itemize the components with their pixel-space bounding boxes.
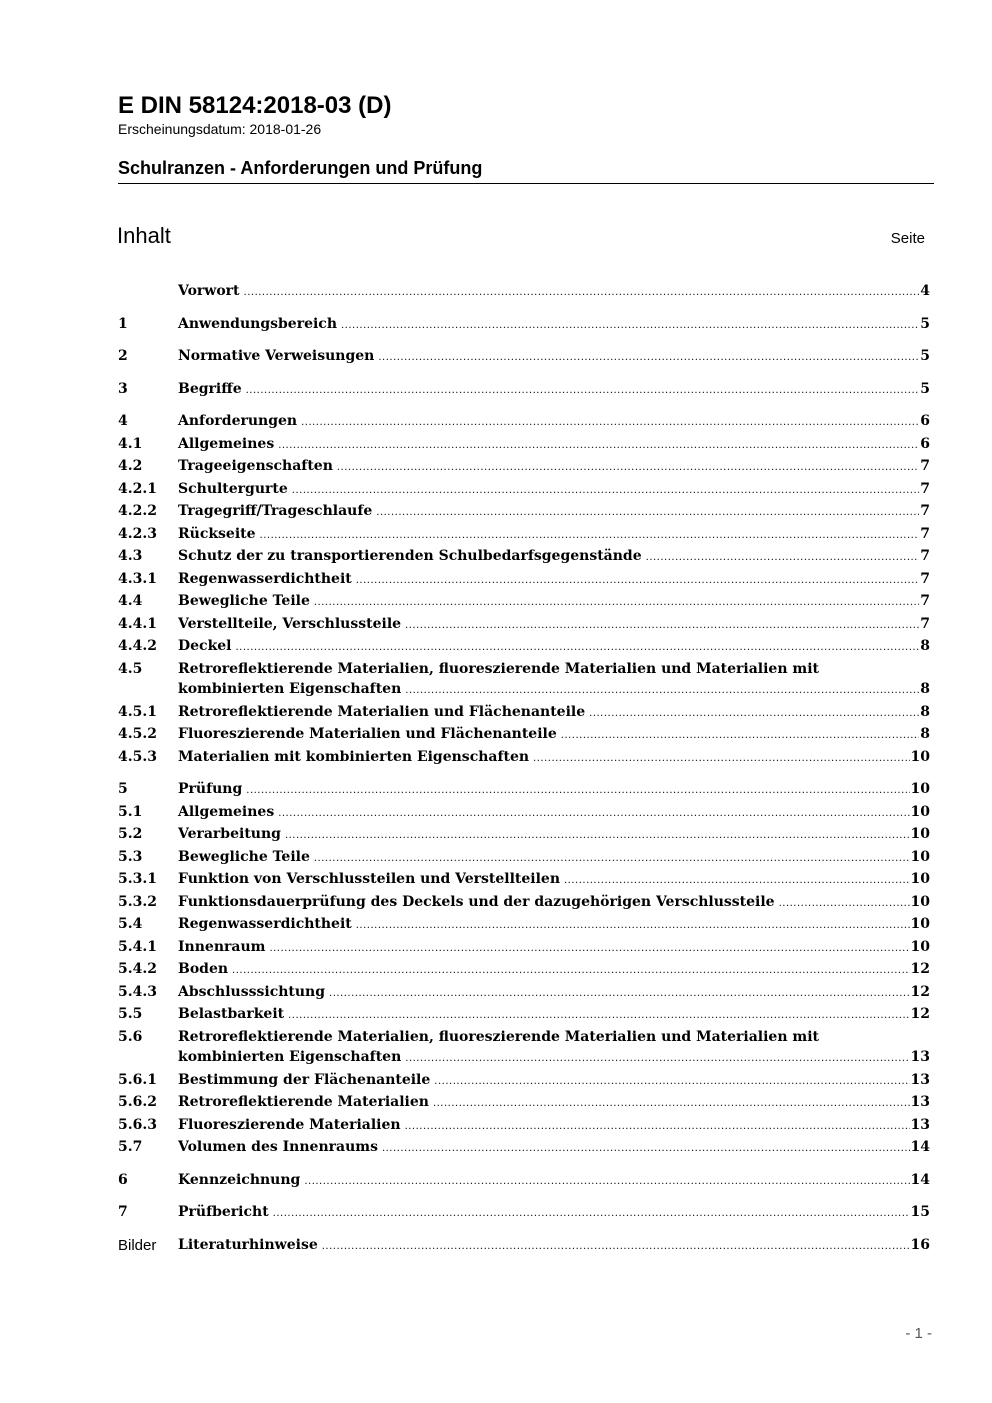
toc-entry-title: Abschlusssichtung [178, 983, 326, 1000]
toc-entry-title: Fluoreszierende Materialien [178, 1116, 401, 1133]
toc-entry-title: Funktion von Verschlussteilen und Verstellteilen [178, 871, 560, 887]
dot-leader [433, 1094, 910, 1115]
toc-entry-page: 12 [910, 983, 930, 1000]
toc-entry-title: Belastbarkeit [178, 1006, 285, 1022]
toc-entry-title: Regenwasserdichtheit [178, 916, 352, 932]
toc-entry-page: 7 [920, 525, 930, 542]
document-code: E DIN 58124:2018-03 (D) [118, 92, 392, 119]
toc-entry-page: 12 [910, 961, 930, 977]
dot-leader [304, 1172, 909, 1193]
toc-entry-page: 10 [910, 803, 930, 820]
toc-entry-title: Materialien mit kombinierten Eigenschaften [178, 748, 530, 765]
dot-leader [236, 638, 920, 659]
toc-entry-page: 10 [910, 748, 930, 765]
dot-leader [589, 704, 919, 725]
toc-entry-title-continued: kombinierten Eigenschaften [178, 1049, 402, 1065]
toc-entry-page: 8 [920, 638, 930, 654]
toc-entry[interactable] [118, 1027, 930, 1070]
dot-leader [288, 1006, 909, 1027]
toc-entry-page: 13 [910, 1116, 930, 1133]
toc-entry[interactable] [118, 1070, 930, 1093]
toc-entry-number: 4.5.3 [118, 748, 157, 765]
dot-leader [356, 571, 920, 592]
toc-entry-title: Retroreflektierende Materialien, fluoreszierende Materialien und Materialien mit [178, 660, 819, 677]
toc-entry-page: 10 [910, 938, 930, 955]
toc-entry[interactable] [118, 614, 930, 637]
toc-entry-number: 2 [118, 348, 128, 364]
toc-entry-title: Bewegliche Teile [178, 848, 310, 865]
toc-entry-title: Anforderungen [178, 413, 298, 429]
dot-leader [341, 316, 919, 337]
dot-leader [314, 593, 919, 614]
toc-entry-number: 5.4.3 [118, 983, 157, 1000]
toc-entry-number: 5.6.3 [118, 1116, 157, 1133]
toc-entry-page: 7 [920, 503, 930, 519]
toc-entry-page: 7 [920, 458, 930, 474]
toc-entry-page: 6 [920, 435, 930, 452]
dot-leader [533, 749, 909, 770]
figures-heading: Bilder [118, 1237, 157, 1254]
toc-entry-number: 4.4.1 [118, 615, 157, 632]
toc-entry-title: Retroreflektierende Materialien, fluoreszierende Materialien und Materialien mit [178, 1028, 819, 1045]
dot-leader [405, 681, 919, 702]
toc-entry-number: 4.1 [118, 435, 143, 452]
toc-entry-number: 5.3.2 [118, 893, 157, 910]
toc-entry-title: Schultergurte [178, 480, 288, 497]
toc-entry-page: 10 [910, 826, 930, 842]
toc-entry-number: 4 [118, 413, 128, 429]
toc-entry-number: 4.4 [118, 593, 143, 609]
toc-entry-page: 5 [920, 380, 930, 397]
toc-heading: Inhalt [117, 223, 171, 248]
toc-entry-number: 5.6.1 [118, 1071, 157, 1088]
toc-entry-page: 7 [920, 480, 930, 497]
toc-entry-page: 5 [920, 348, 930, 364]
toc-entry-number: 1 [118, 315, 128, 332]
dot-leader [246, 381, 920, 402]
toc-entry[interactable] [118, 591, 930, 614]
toc-entry-page: 8 [920, 681, 930, 697]
toc-entry-number: 5.6 [118, 1028, 143, 1045]
toc-entry-number: 5.3 [118, 848, 143, 865]
dot-leader [376, 503, 919, 524]
toc-entry[interactable] [118, 456, 930, 479]
dot-leader [273, 1204, 910, 1225]
toc-entry[interactable] [118, 1137, 930, 1160]
toc-entry-page: 14 [910, 1171, 930, 1188]
toc-entry[interactable] [118, 379, 930, 402]
toc-entry-page: 6 [920, 413, 930, 429]
dot-leader [278, 804, 909, 825]
toc-entry-number: 3 [118, 380, 128, 397]
toc-entry-page: 10 [910, 781, 930, 797]
toc-entry-title: Normative Verweisungen [178, 348, 375, 364]
dot-leader [378, 348, 919, 369]
dot-leader [301, 413, 919, 434]
toc-entry[interactable] [118, 479, 930, 502]
toc-entry-number: 5.5 [118, 1006, 143, 1022]
dot-leader [329, 984, 910, 1005]
publication-date: Erscheinungsdatum: 2018-01-26 [118, 121, 322, 137]
dot-leader [269, 939, 909, 960]
toc-entry-page: 7 [920, 593, 930, 609]
toc-entry-page: 10 [910, 916, 930, 932]
toc-entry[interactable] [118, 569, 930, 592]
page-number: - 1 - [905, 1325, 932, 1342]
toc-entry-page: 13 [910, 1049, 930, 1065]
toc-entry-number: 6 [118, 1171, 128, 1188]
toc-entry-page: 12 [910, 1006, 930, 1022]
toc-entry[interactable] [118, 411, 930, 434]
dot-leader [292, 481, 919, 502]
toc-entry[interactable] [118, 546, 930, 569]
dot-leader [405, 616, 919, 637]
toc-entry[interactable] [118, 982, 930, 1005]
toc-entry-number: 4.3 [118, 548, 143, 564]
dot-leader [434, 1072, 909, 1093]
toc-entry-title: Begriffe [178, 380, 242, 397]
toc-entry[interactable] [118, 524, 930, 547]
toc-entry-number: 5.3.1 [118, 871, 157, 887]
toc-entry[interactable] [118, 747, 930, 770]
toc-entry[interactable] [118, 1115, 930, 1138]
title-rule [118, 183, 934, 184]
toc-entry-title: Literaturhinweise [178, 1236, 318, 1253]
dot-leader [322, 1237, 910, 1258]
toc-entry-number: 5.6.2 [118, 1094, 157, 1110]
toc-entry-number: 4.5.1 [118, 703, 157, 720]
toc-entry-title: Deckel [178, 638, 232, 654]
toc-entry-page: 8 [920, 703, 930, 720]
toc-entry-number: 4.5 [118, 660, 143, 677]
toc-entry-page: 8 [920, 726, 930, 742]
toc-entry-title: Schutz der zu transportierenden Schulbedarfsgegenstände [178, 548, 642, 564]
toc-entry[interactable] [118, 1170, 930, 1193]
dot-leader [246, 781, 909, 802]
toc-entry-number: 4.2.1 [118, 480, 157, 497]
toc-entry-number: 5.4.2 [118, 961, 157, 977]
toc-entry-title: Rückseite [178, 525, 256, 542]
toc-entry-number: 5 [118, 781, 128, 797]
toc-entry-page: 10 [910, 871, 930, 887]
dot-leader [564, 871, 910, 892]
toc-entry[interactable] [118, 434, 930, 457]
toc-entry[interactable] [118, 892, 930, 915]
toc-entry-number: 4.2.3 [118, 525, 157, 542]
toc-entry-title: Prüfung [178, 781, 243, 797]
toc-entry[interactable] [118, 1004, 930, 1027]
dot-leader [646, 548, 920, 569]
toc-entry-page: 5 [920, 315, 930, 332]
dot-leader [314, 849, 910, 870]
toc-entry-title: Regenwasserdichtheit [178, 570, 352, 587]
toc-entry[interactable] [118, 802, 930, 825]
toc-entry-number: 5.4 [118, 916, 143, 932]
toc-entry[interactable] [118, 346, 930, 369]
toc-entry[interactable] [118, 914, 930, 937]
dot-leader [260, 526, 920, 547]
toc-entry-title: Prüfbericht [178, 1204, 269, 1220]
toc-entry-number: 5.7 [118, 1139, 143, 1155]
toc-entry-page: 7 [920, 548, 930, 564]
dot-leader [244, 283, 920, 304]
dot-leader [405, 1049, 909, 1070]
toc-entry[interactable] [118, 1235, 930, 1258]
dot-leader [382, 1139, 910, 1160]
toc-entry-title: Allgemeines [178, 803, 275, 820]
toc-entry-number: 5.2 [118, 826, 143, 842]
toc-entry-number: 4.2 [118, 458, 143, 474]
toc-entry-title: Tragegriff/Trageschlaufe [178, 503, 373, 519]
toc-entry-title: Volumen des Innenraums [178, 1139, 378, 1155]
dot-leader [278, 436, 919, 457]
dot-leader [232, 961, 909, 982]
toc-entry-page: 16 [910, 1236, 930, 1253]
toc-entry-title: Innenraum [178, 938, 266, 955]
toc-entry[interactable] [118, 959, 930, 982]
toc-entry[interactable] [118, 724, 930, 747]
toc-entry[interactable] [118, 281, 930, 304]
toc-entry-title: Bestimmung der Flächenanteile [178, 1071, 431, 1088]
toc-entry-page: 15 [910, 1204, 930, 1220]
toc-entry-title: Anwendungsbereich [178, 315, 337, 332]
toc-entry-title: Bewegliche Teile [178, 593, 310, 609]
toc-entry-number: 4.5.2 [118, 726, 157, 742]
toc-entry[interactable] [118, 847, 930, 870]
toc-entry-title: Kennzeichnung [178, 1171, 301, 1188]
dot-leader [285, 826, 910, 847]
toc-entry-number: 4.2.2 [118, 503, 157, 519]
dot-leader [405, 1117, 910, 1138]
toc-entry[interactable] [118, 636, 930, 659]
toc-entry-page: 4 [920, 283, 930, 299]
toc-entry-page: 14 [910, 1139, 930, 1155]
toc-entry-title: Allgemeines [178, 435, 275, 452]
toc-entry-page: 10 [910, 848, 930, 865]
toc-entry-title: Verarbeitung [178, 826, 281, 842]
toc-entry-number: 4.3.1 [118, 570, 157, 587]
toc-entry[interactable] [118, 314, 930, 337]
toc-entry-title: Vorwort [178, 283, 240, 299]
toc-entry-page: 7 [920, 570, 930, 587]
toc-entry-number: 7 [118, 1204, 128, 1220]
toc-entry-number: 5.1 [118, 803, 143, 820]
dot-leader [356, 916, 910, 937]
toc-entry-title: Boden [178, 961, 229, 977]
toc-entry-page: 7 [920, 615, 930, 632]
toc-entry[interactable] [118, 702, 930, 725]
toc-entry-title: Verstellteile, Verschlussteile [178, 615, 402, 632]
toc-entry-page: 10 [910, 893, 930, 910]
toc-entry[interactable] [118, 824, 930, 847]
toc-entry[interactable] [118, 779, 930, 802]
toc-entry-title-continued: kombinierten Eigenschaften [178, 681, 402, 697]
toc-entry[interactable] [118, 659, 930, 702]
toc-entry[interactable] [118, 1092, 930, 1115]
toc-entry-title: Trageeigenschaften [178, 458, 333, 474]
dot-leader [779, 894, 910, 915]
page-column-label: Seite [890, 230, 925, 247]
toc-entry-title: Fluoreszierende Materialien und Flächenanteile [178, 726, 557, 742]
table-of-contents [118, 281, 930, 1257]
toc-entry-page: 13 [910, 1094, 930, 1110]
toc-entry[interactable] [118, 937, 930, 960]
dot-leader [561, 726, 919, 747]
toc-entry-title: Retroreflektierende Materialien [178, 1094, 429, 1110]
document-title: Schulranzen - Anforderungen und Prüfung [118, 158, 483, 178]
toc-entry-title: Retroreflektierende Materialien und Flächenanteile [178, 703, 586, 720]
toc-entry-number: 4.4.2 [118, 638, 157, 654]
toc-entry[interactable] [118, 501, 930, 524]
toc-entry-title: Funktionsdauerprüfung des Deckels und der dazugehörigen Verschlussteile [178, 893, 775, 910]
toc-entry[interactable] [118, 1202, 930, 1225]
dot-leader [337, 458, 919, 479]
toc-entry-number: 5.4.1 [118, 938, 157, 955]
toc-entry-page: 13 [910, 1071, 930, 1088]
toc-entry[interactable] [118, 869, 930, 892]
